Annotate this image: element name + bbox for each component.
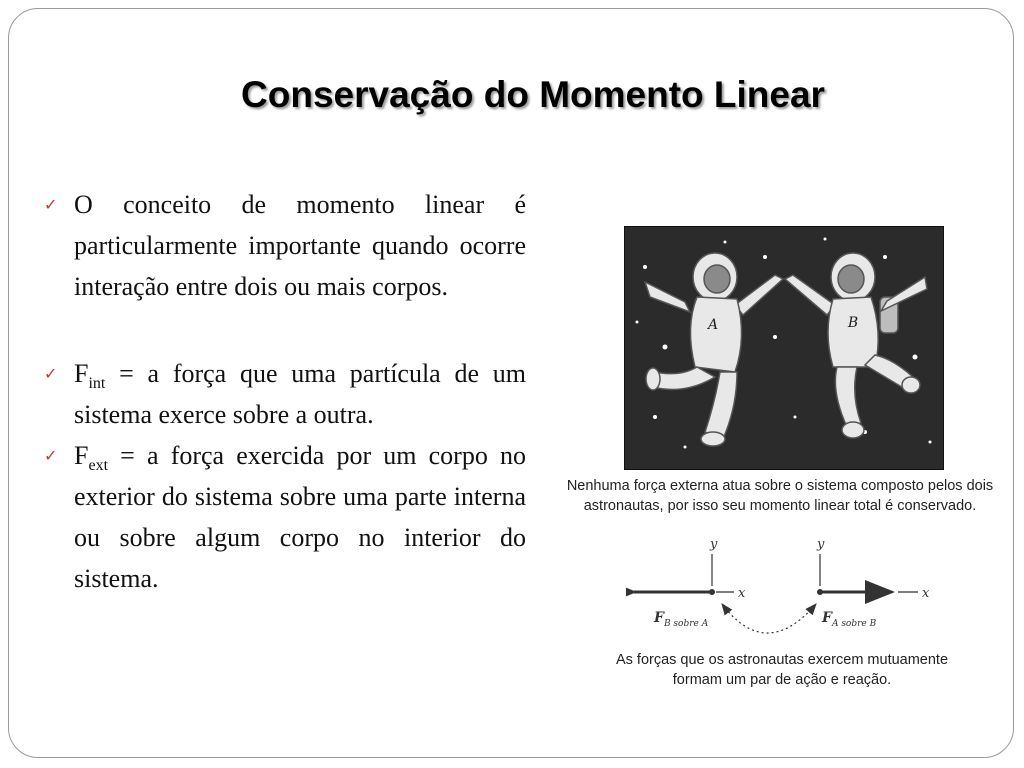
slide-title: Conservação do Momento Linear xyxy=(241,74,825,115)
body-b-point xyxy=(817,589,823,595)
bullet-item-fext xyxy=(44,435,526,599)
force-left-label xyxy=(653,610,709,629)
bullet-text: O conceito de momento linear é particularmente importante quando ocorre interação entre dois ou mais corpos. xyxy=(74,190,526,301)
force-left-subscript: B sobre A xyxy=(663,619,709,629)
astronaut-a-label: A xyxy=(707,317,719,333)
astronauts-figure xyxy=(566,226,996,706)
bullet-subscript: ext xyxy=(88,457,109,475)
astronauts-photo xyxy=(624,226,944,470)
bullet-text: = a força que uma partícula de um sistema exerce sobre a outra. xyxy=(74,359,526,429)
axis-x-label-right: x xyxy=(922,586,930,601)
bullet-text: = a força exercida por um corpo no exterior do sistema sobre uma parte interna ou sobre algum corpo no interior do sistema. xyxy=(74,441,526,593)
bullet-symbol: F xyxy=(74,359,89,388)
caption-bottom: As forças que os astronautas exercem mutuamente formam um par de ação e reação. xyxy=(615,652,949,688)
force-right-label xyxy=(821,610,877,629)
bullet-item-fint xyxy=(44,353,526,435)
astronaut-b-label: B xyxy=(847,315,859,331)
axis-y-label-left: y xyxy=(710,537,718,552)
caption-top: Nenhuma força externa atua sobre o sistema composto pelos dois astronautas, por isso seu momento linear total é conservado. xyxy=(566,478,994,514)
axis-y-label-right: y xyxy=(817,537,825,552)
force-diagram xyxy=(626,532,946,650)
astronauts-illustration xyxy=(625,227,943,469)
bullet-symbol: F xyxy=(74,441,89,470)
bullet-item-concept xyxy=(44,184,526,307)
action-reaction-link xyxy=(722,604,816,633)
axis-x-label-left: x xyxy=(738,586,746,601)
check-icon: ✓ xyxy=(44,195,58,214)
body-a-point xyxy=(709,589,715,595)
force-right-symbol: F xyxy=(822,610,832,626)
force-left-symbol: F xyxy=(654,610,664,626)
check-icon: ✓ xyxy=(44,364,58,383)
force-right-subscript: A sobre B xyxy=(831,619,877,629)
check-icon: ✓ xyxy=(44,446,58,465)
bullet-list xyxy=(44,184,526,599)
bullet-subscript: int xyxy=(88,375,106,393)
